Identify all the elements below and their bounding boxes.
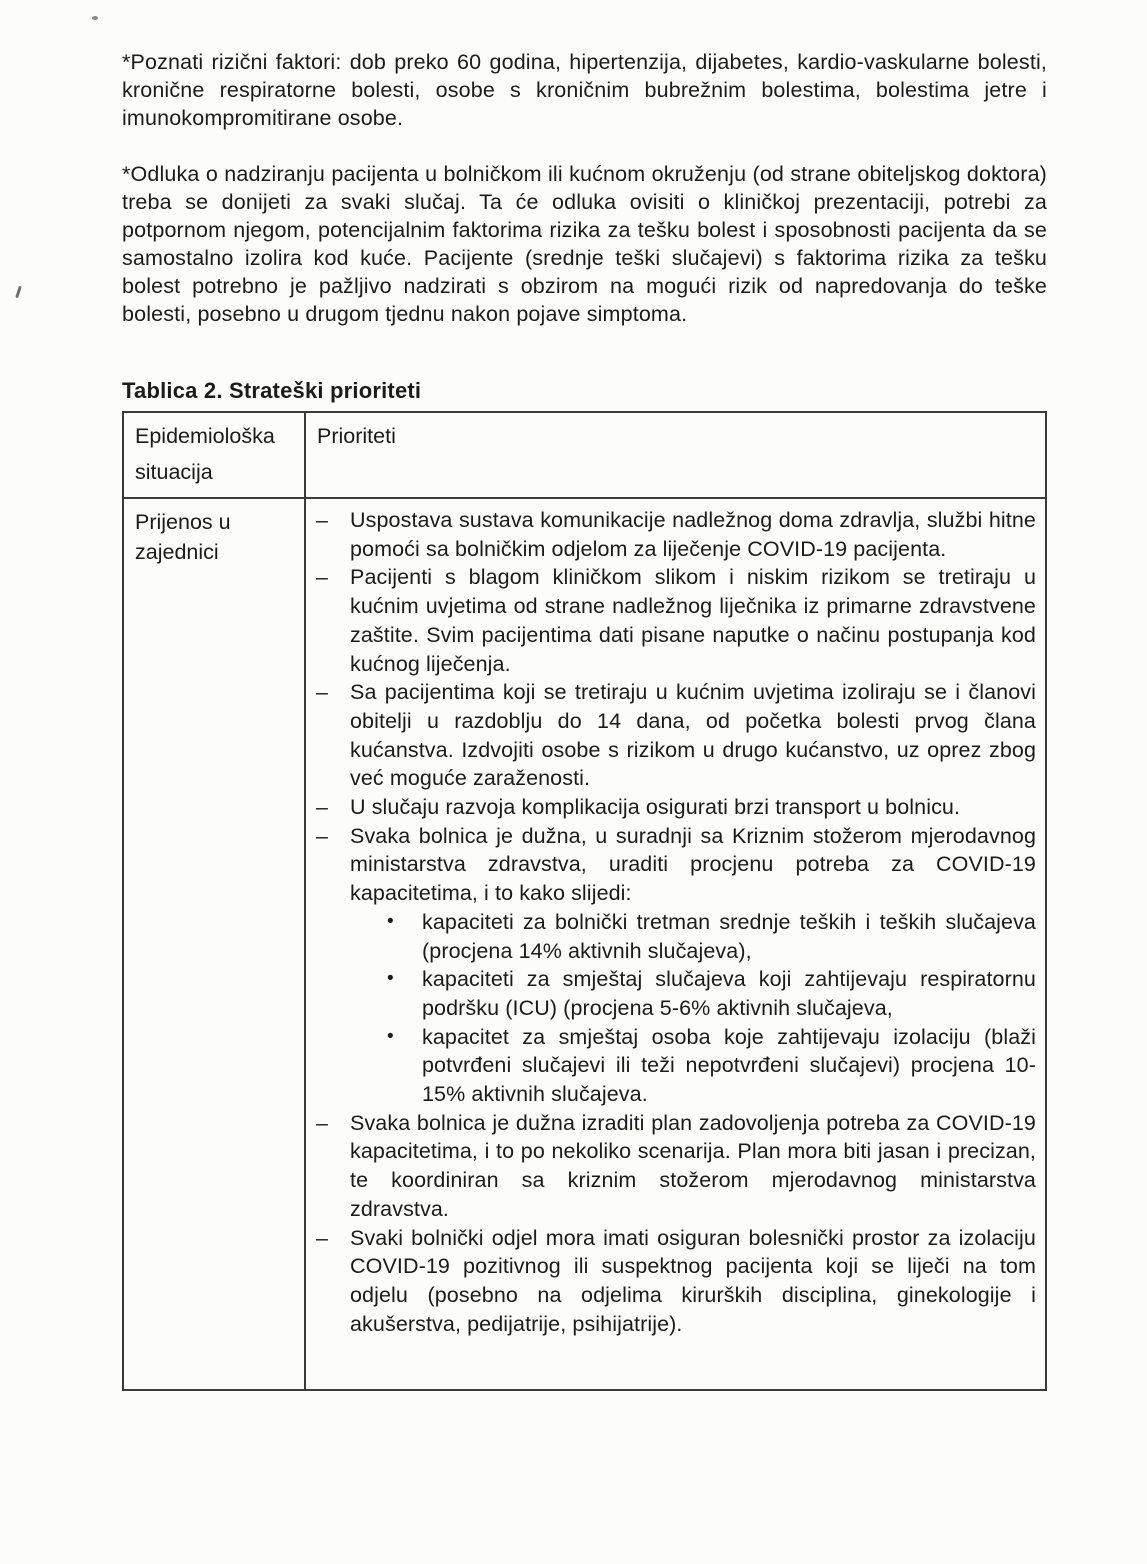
priority-item-text: Pacijenti s blagom kliničkom slikom i niskim rizikom se tretiraju u kućnim uvjetima od strane nadležnog liječnika iz primarne zdravstvene zaštite. Svim pacijentima dati pisane naputke o načinu postupanja kod kućnog liječenja.: [350, 565, 1036, 676]
scan-artifact-stroke: [15, 286, 22, 298]
dash-marker: –: [316, 823, 329, 848]
dash-marker: –: [316, 1110, 329, 1135]
document-content: [122, 48, 1047, 1391]
priorities-cell: [305, 498, 1046, 1390]
dash-marker: –: [316, 565, 329, 590]
priority-item: [306, 1224, 1045, 1339]
situation-cell: Prijenos u zajednici: [123, 498, 305, 1390]
bullet-marker: •: [387, 968, 394, 990]
table-header-row: [123, 412, 1046, 498]
dash-marker: –: [316, 508, 329, 532]
priority-item: [306, 563, 1045, 678]
paragraph-risk-factors: *Poznati rizični faktori: dob preko 60 godina, hipertenzija, dijabetes, kardio-vaskularne bolesti, kronične respiratorne bolesti, osobe s kroničnim bubrežnim bolestima, bolestima jetre i imunokompromitirane osobe.: [122, 50, 1047, 130]
dash-marker: –: [316, 680, 329, 705]
priority-item: [306, 1109, 1045, 1224]
dash-marker: –: [316, 795, 329, 820]
column-header-prioriteti: Prioriteti: [305, 412, 1046, 498]
priority-item: [306, 678, 1045, 793]
priority-item-text: U slučaju razvoja komplikacija osigurati brzi transport u bolnicu.: [350, 795, 961, 820]
priority-subitem: [306, 965, 1045, 1022]
priority-item-text: Sa pacijentima koji se tretiraju u kućnim uvjetima izoliraju se i članovi obitelji u razdoblju do 14 dana, od početka bolesti prvog člana kućanstva. Izdvojiti osobe s rizikom u drugo kućanstvo, uz oprez zbog već moguće zaraženosti.: [350, 680, 1036, 791]
priority-subitem: [306, 1023, 1045, 1109]
priority-item-text: Uspostava sustava komunikacije nadležnog doma zdravlja, službi hitne pomoći sa bolničkim odjelom za liječenje COVID-19 pacijenta.: [350, 508, 1036, 561]
bullet-marker: •: [387, 1025, 394, 1047]
bullet-marker: •: [387, 910, 394, 932]
priority-item-text: kapacitet za smještaj osoba koje zahtijevaju izolaciju (blaži potvrđeni slučajevi ili teži nepotvrđeni slučajevi) procjena 10-15% aktivnih slučajeva.: [422, 1024, 1036, 1107]
table-caption: Tablica 2. Strateški prioriteti: [122, 378, 422, 403]
column-header-epidemioloska-situacija: Epidemiološka situacija: [123, 412, 305, 498]
priority-item-text: Svaka bolnica je dužna izraditi plan zadovoljenja potreba za COVID-19 kapacitetima, i to po nekoliko scenarija. Plan mora biti jasan i precizan, te koordiniran sa kriznim stožerom mjerodavnog ministarstva zdravstva.: [350, 1110, 1036, 1221]
priority-item: [306, 506, 1045, 563]
scan-artifact-dot: [92, 16, 98, 20]
priority-item-text: Svaki bolnički odjel mora imati osiguran bolesnički prostor za izolaciju COVID-19 pozitivnog ili suspektnog pacijenta koji se liječi na tom odjelu (posebno na odjelima kirurških disciplina, ginekologije i akušerstva, pedijatrije, psihijatrije).: [350, 1225, 1036, 1336]
priority-item-text: kapaciteti za smještaj slučajeva koji zahtijevaju respiratornu podršku (ICU) (procjena 5-6% aktivnih slučajeva,: [422, 967, 1036, 1020]
priority-item: [306, 822, 1045, 908]
table-row: [123, 498, 1046, 1390]
paragraph-monitoring-decision: *Odluka o nadziranju pacijenta u bolničkom ili kućnom okruženju (od strane obiteljskog doktora) treba se donijeti za svaki slučaj. Ta će odluka ovisiti o kliničkoj prezentaciji, potrebi za potpornom njegom, potencijalnim faktorima rizika za tešku bolest i sposobnosti pacijenta da se samostalno izolira kod kuće. Pacijente (srednje teški slučajevi) s faktorima rizika za tešku bolest potrebno je pažljivo nadzirati s obzirom na mogući rizik od napredovanja do teške bolesti, posebno u drugom tjednu nakon pojave simptoma.: [122, 162, 1047, 326]
priority-subitem: [306, 908, 1045, 965]
priority-item-text: Svaka bolnica je dužna, u suradnji sa Kriznim stožerom mjerodavnog ministarstva zdravstva, uraditi procjenu potreba za COVID-19 kapacitetima, i to kako slijedi:: [350, 823, 1036, 906]
strategic-priorities-table: [122, 411, 1047, 1391]
priority-item-text: kapaciteti za bolnički tretman srednje teških i teških slučajeva (procjena 14% aktivnih slučajeva),: [422, 909, 1036, 963]
dash-marker: –: [316, 1225, 329, 1250]
priority-item: [306, 793, 1045, 822]
